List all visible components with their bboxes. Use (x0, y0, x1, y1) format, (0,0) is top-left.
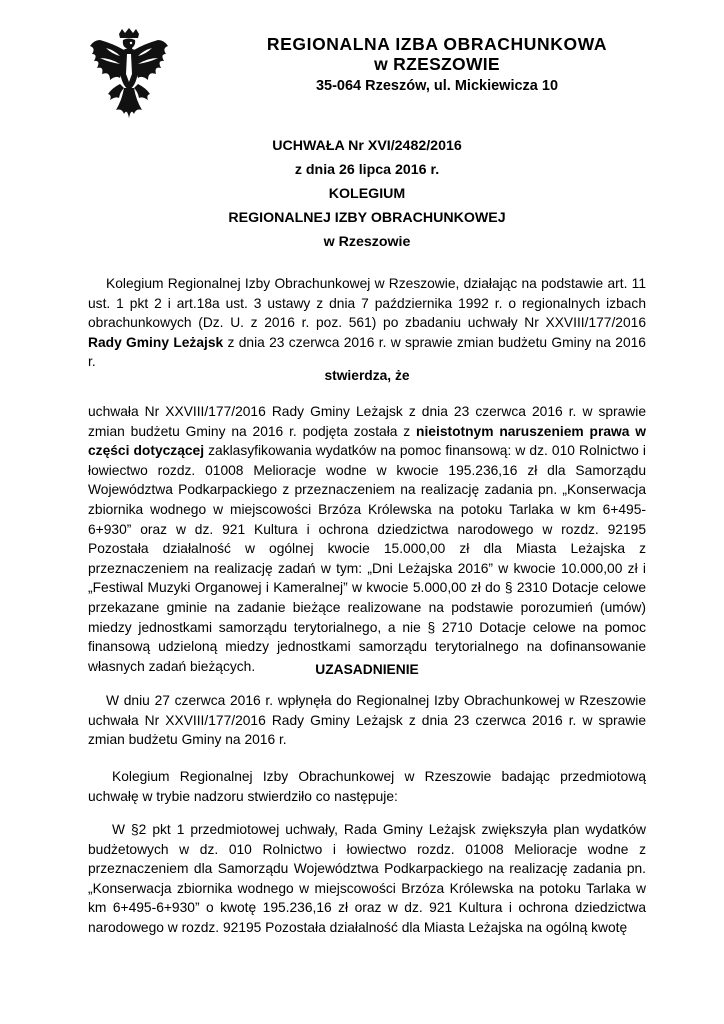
finding-bold: nieistotnym naruszeniem prawa w części dotyczącej (88, 423, 646, 459)
resolution-date: z dnia 26 lipca 2016 r. (294, 162, 440, 178)
resolution-title-block (88, 134, 646, 254)
finding-text-1: uchwała Nr XXVIII/177/2016 Rady Gminy Leżajsk z dnia 23 czerwca 2016 r. w sprawie zmian budżetu Gminy na 2016 r. podjęta została z (88, 404, 646, 439)
resolution-body-name: REGIONALNEJ IZBY OBRACHUNKOWEJ (228, 210, 506, 226)
resolution-number: UCHWAŁA Nr XVI/2482/2016 (272, 138, 462, 154)
polish-eagle-emblem-icon (86, 28, 172, 120)
finding-paragraph (88, 402, 646, 676)
reason-paragraph-3: W §2 pkt 1 przedmiotowej uchwały, Rada Gminy Leżajsk zwiększyła plan wydatków budżetowych w dz. 010 Rolnictwo i łowiectwo rozdz. 01008 Melioracje wodne z przeznaczeniem dla Samorządu Województwa Podkarpackiego na realizację zadania pn. „Konserwacja zbiornika wodnego w miejscowości Brzóza Królewska na potoku Tarlaka w km 6+495-6+930” o kwotę 195.236,16 zł oraz w dz. 921 Kultura i ochrona dziedzictwa narodowego w rozdz. 92195 Pozostała działalność dla Miasta Leżajska na ogólną kwotę (88, 822, 646, 935)
stwierdza-heading: stwierdza, że (324, 368, 410, 383)
institution-name: REGIONALNA IZBA OBRACHUNKOWA (266, 34, 608, 54)
finding-text-2: zaklasyfikowania wydatków na pomoc finansową: w dz. 010 Rolnictwo i łowiectwo rozdz. 01008 Melioracje wodne w kwocie 195.236,16 zł dla Samorządu Województwa Podkarpackiego z przeznaczeniem na realizację zadania pn. „Konserwacja zbiornika wodnego w miejscowości Brzóza Królewska na potoku Tarlaka w km 6+495-6+930” oraz w dz. 921 Kultura i ochrona dziedzictwa narodowego w rozdz. 92195 Pozostała działalność w ogólnej kwocie 15.000,00 zł dla Miasta Leżajska z przeznaczeniem na realizację zadań w tym: „Dni Leżajska 2016” w kwocie 10.000,00 zł i „Festiwal Muzyki Organowej i Kameralnej” w kwocie 5.000,00 zł do § 2310 Dotacje celowe przekazane gminie na zadanie bieżące realizowane na podstawie porozumień (umów) miedzy jednostkami samorządu terytorialnego, a nie § 2710 Dotacje celowe na pomoc finansową udzieloną miedzy jednostkami samorządu terytorialnego na dofinansowanie własnych zadań bieżących. (88, 443, 646, 674)
intro-text-1: Kolegium Regionalnej Izby Obrachunkowej w Rzeszowie, działając na podstawie art. 11 ust. 1 pkt 2 i art.18a ust. 3 ustawy z dnia 7 października 1992 r. o regionalnych izbach obrachunkowych (Dz. U. z 2016 r. poz. 561) po zbadaniu uchwały Nr XXVIII/177/2016 (88, 276, 646, 331)
reason-paragraph-1: W dniu 27 czerwca 2016 r. wpłynęła do Regionalnej Izby Obrachunkowej w Rzeszowie uchwała Nr XXVIII/177/2016 Rady Gminy Leżajsk z dnia 23 czerwca 2016 r. w sprawie zmian budżetu Gminy na 2016 r. (88, 693, 646, 748)
resolution-place: w Rzeszowie (323, 234, 411, 250)
intro-text-2: z dnia 23 czerwca 2016 r. w sprawie zmian budżetu Gminy na 2016 r. (88, 334, 646, 370)
institution-address: 35-064 Rzeszów, ul. Mickiewicza 10 (315, 78, 559, 94)
institution-header (180, 34, 694, 96)
reason-paragraph-2: Kolegium Regionalnej Izby Obrachunkowej w Rzeszowie badając przedmiotową uchwałę w trybie nadzoru stwierdziło co następuje: (88, 769, 646, 804)
institution-city: w RZESZOWIE (374, 54, 500, 74)
intro-paragraph (88, 274, 646, 372)
resolution-body: KOLEGIUM (328, 186, 406, 202)
uzasadnienie-heading: UZASADNIENIE (315, 662, 419, 677)
intro-bold-council: Rady Gminy Leżajsk (88, 334, 224, 350)
